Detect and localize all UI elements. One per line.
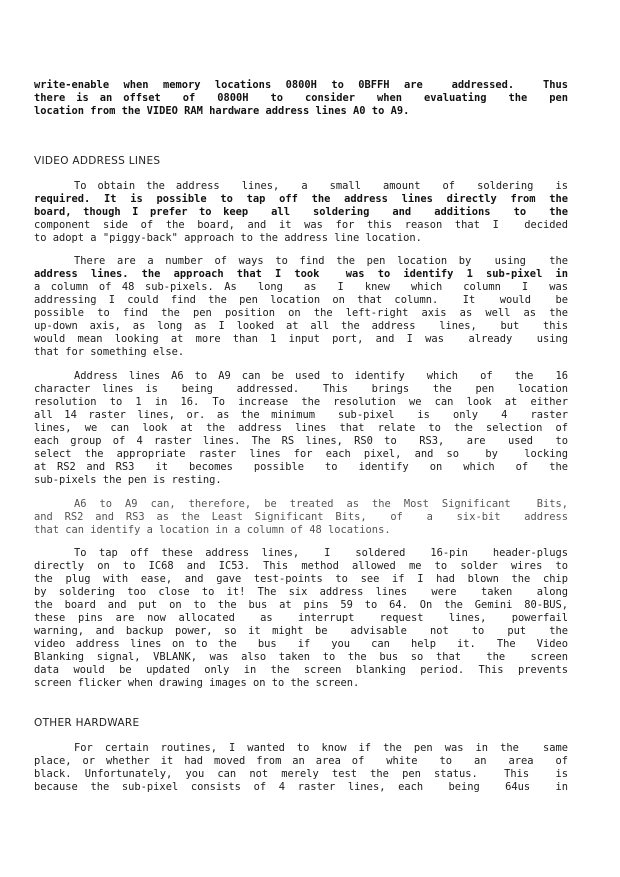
text-line: Address lines A6 to A9 can be used to identify which of the 16 <box>74 370 568 382</box>
section-heading: VIDEO ADDRESS LINES <box>34 155 161 167</box>
text-line: required. It is possible to tap off the address lines directly from the <box>34 193 568 205</box>
text-line: possible to find the pen position on the left-right axis as well as the <box>34 307 568 319</box>
text-line: address lines. the approach that I took was to identify 1 sub-pixel in <box>34 268 568 280</box>
text-line: For certain routines, I wanted to know if the pen was in the same <box>74 742 568 754</box>
text-line: video address lines on to the bus if you can help it. The Video <box>34 638 568 650</box>
text-line: and RS2 and RS3 as the Least Significant Bits, of a six-bit address <box>34 511 568 523</box>
text-line: at RS2 and RS3 it becomes possible to identify on which of the <box>34 461 568 473</box>
paragraph <box>34 547 568 690</box>
text-line: lines, we can look at the address lines that relate to the selection of <box>34 422 568 434</box>
text-line: would mean looking at more than 1 input port, and I was already using <box>34 333 568 345</box>
text-line: a column of 48 sub-pixels. As long as I knew which column I was <box>34 281 568 293</box>
paragraph <box>34 742 568 794</box>
paragraph <box>34 498 568 537</box>
text-line: component side of the board, and it was for this reason that I decided <box>34 219 568 231</box>
text-line: There are a number of ways to find the pen location by using the <box>74 255 568 267</box>
text-line: data would be updated only in the screen blanking period. This prevents <box>34 664 568 676</box>
text-line: A6 to A9 can, therefore, be treated as the Most Significant Bits, <box>74 498 568 510</box>
text-line: To tap off these address lines, I soldered 16-pin header-plugs <box>74 547 568 559</box>
text-line: location from the VIDEO RAM hardware address lines A0 to A9. <box>34 105 410 117</box>
text-line: these pins are now allocated as interrupt request lines, powerfail <box>34 612 568 624</box>
text-line: that for something else. <box>34 346 185 358</box>
text-line: place, or whether it had moved from an area of white to an area of <box>34 755 568 767</box>
text-line: To obtain the address lines, a small amount of soldering is <box>74 180 568 192</box>
text-line: the board and put on to the bus at pins 59 to 64. On the Gemini 80-BUS, <box>34 599 568 611</box>
text-line: board, though I prefer to keep all soldering and additions to the <box>34 206 568 218</box>
text-line: the plug with ease, and gave test-points to see if I had blown the chip <box>34 573 568 585</box>
text-line: by soldering too close to it! The six address lines were taken along <box>34 586 568 598</box>
text-line: each group of 4 raster lines. The RS lines, RS0 to RS3, are used to <box>34 435 568 447</box>
text-line: directly on to IC68 and IC53. This method allowed me to solder wires to <box>34 560 568 572</box>
text-line: write-enable when memory locations 0800H to 0BFFH are addressed. Thus <box>34 79 568 91</box>
paragraph <box>34 370 568 487</box>
text-line: warning, and backup power, so it might be advisable not to put the <box>34 625 568 637</box>
text-line: all 14 raster lines, or. as the minimum sub-pixel is only 4 raster <box>34 409 568 421</box>
text-line: because the sub-pixel consists of 4 raster lines, each being 64us in <box>34 781 568 793</box>
text-line: that can identify a location in a column of 48 locations. <box>34 524 391 536</box>
text-line: character lines is being addressed. This brings the pen location <box>34 383 568 395</box>
text-line: screen flicker when drawing images on to the screen. <box>34 677 360 689</box>
text-line: black. Unfortunately, you can not merely test the pen status. This is <box>34 768 568 780</box>
text-line: select the appropriate raster lines for each pixel, and so by locking <box>34 448 568 460</box>
paragraph <box>34 180 568 245</box>
paragraph <box>34 255 568 359</box>
text-line: to adopt a "piggy-back" approach to the address line location. <box>34 232 422 244</box>
text-line: there is an offset of 0800H to consider when evaluating the pen <box>34 92 568 104</box>
intro-paragraph <box>34 79 568 118</box>
text-line: resolution to 1 in 16. To increase the resolution we can look at either <box>34 396 568 408</box>
section-heading: OTHER HARDWARE <box>34 717 140 729</box>
text-line: up-down axis, as long as I looked at all the address lines, but this <box>34 320 568 332</box>
text-line: Blanking signal, VBLANK, was also taken to the bus so that the screen <box>34 651 568 663</box>
text-line: addressing I could find the pen location on that column. It would be <box>34 294 568 306</box>
text-line: sub-pixels the pen is resting. <box>34 474 222 486</box>
